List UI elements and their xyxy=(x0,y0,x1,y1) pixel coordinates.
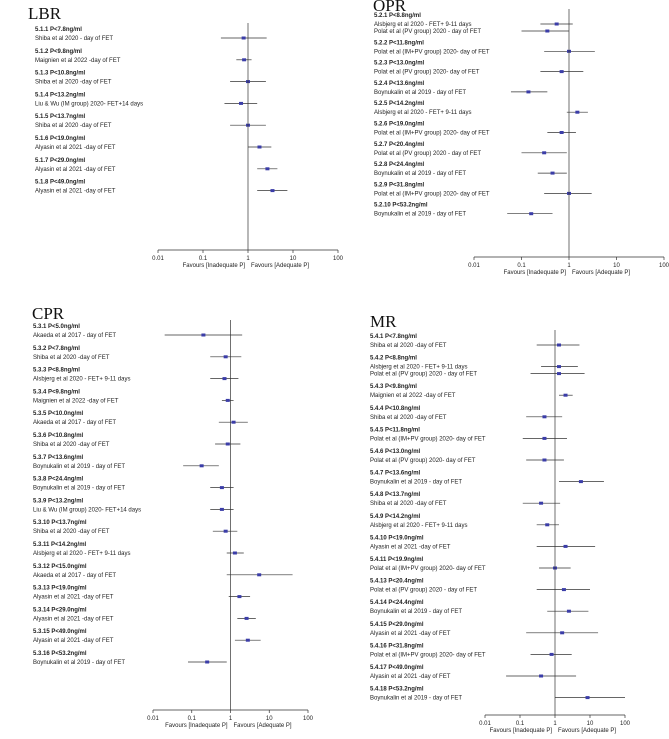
odds-ratio-point xyxy=(201,334,205,337)
subgroup-header: 5.4.4 P<10.8ng/ml xyxy=(370,405,421,412)
x-tick-label: 0.1 xyxy=(515,721,525,727)
study-label: Boynukalin et al 2019 - day of FET xyxy=(33,660,126,666)
subgroup-header: 5.3.8 P<24.4ng/ml xyxy=(33,476,84,483)
subgroup-header: 5.1.7 P<29.0ng/ml xyxy=(35,157,86,164)
subgroup-header: 5.2.6 P<19.0ng/ml xyxy=(374,121,425,128)
favours-right-label: Favours [Adequate P] xyxy=(233,723,292,729)
odds-ratio-point xyxy=(562,588,566,591)
study-label: Shiba et al 2020 -day of FET xyxy=(33,529,110,536)
panel-title: LBR xyxy=(28,4,62,23)
study-label: Polat et al (PV group) 2020 - day of FET xyxy=(374,150,482,157)
x-tick-label: 0.01 xyxy=(152,256,164,262)
study-label: Liu & Wu (IM group) 2020- FET+14 days xyxy=(35,101,144,108)
subgroup-header: 5.3.3 P<8.8ng/ml xyxy=(33,367,80,374)
study-label: Boynukalin et al 2019 - day of FET xyxy=(374,89,467,96)
odds-ratio-point xyxy=(246,639,250,642)
study-label: Polat et al (IM+PV group) 2020- day of FET xyxy=(374,49,490,56)
odds-ratio-point xyxy=(550,653,554,656)
study-label: Alsbjerg et al 2020 - FET+ 9-11 days xyxy=(33,376,131,383)
study-label: Alyasin et al 2021 -day of FET xyxy=(33,594,114,601)
odds-ratio-point xyxy=(555,23,559,26)
x-tick-label: 10 xyxy=(613,263,620,269)
subgroup-header: 5.3.5 P<10.0ng/ml xyxy=(33,411,84,418)
study-label: Polat et al (PV group) 2020- day of FET xyxy=(370,458,476,464)
study-label: Polat et al (IM+PV group) 2020- day of FET xyxy=(370,652,486,659)
odds-ratio-point xyxy=(245,617,249,620)
study-label: Shiba et al 2020 -day of FET xyxy=(35,123,112,130)
subgroup-header: 5.1.5 P<13.7ng/ml xyxy=(35,114,86,121)
study-label: Polat et al (IM+PV group) 2020- day of FET xyxy=(374,130,490,137)
subgroup-header: 5.2.10 P<53.2ng/ml xyxy=(374,202,428,209)
x-tick-label: 10 xyxy=(586,721,594,727)
favours-left-label: Favours [Inadequate P] xyxy=(182,263,245,269)
subgroup-header: 5.2.1 P<8.8ng/ml xyxy=(374,13,421,19)
subgroup-header: 5.1.8 P<49.0ng/ml xyxy=(35,179,86,186)
subgroup-header: 5.2.4 P<13.6ng/ml xyxy=(374,80,425,87)
favours-left-label: Favours [Inadequate P] xyxy=(503,270,566,276)
odds-ratio-point xyxy=(545,30,549,33)
study-label: Shiba et al 2020 -day of FET xyxy=(33,442,110,448)
x-tick-label: 0.01 xyxy=(479,721,491,727)
subgroup-header: 5.3.11 P<14.2ng/ml xyxy=(33,542,87,548)
study-label: Alyasin et al 2021 -day of FET xyxy=(35,145,116,151)
study-label: Shiba et al 2020 -day of FET xyxy=(370,501,447,508)
odds-ratio-point xyxy=(542,459,546,462)
odds-ratio-point xyxy=(542,151,546,154)
study-label: Shiba et al 2020 -day of FET xyxy=(370,414,447,421)
favours-right-label: Favours [Adequate P] xyxy=(251,263,310,269)
forest-panel-mr xyxy=(370,312,631,734)
subgroup-header: 5.3.9 P<13.2ng/ml xyxy=(33,498,84,505)
subgroup-header: 5.4.2 P<8.8ng/ml xyxy=(370,355,417,362)
study-label: Alsbjerg et al 2020 - FET+ 9-11 days xyxy=(370,522,468,529)
favours-left-label: Favours [Inadequate P] xyxy=(165,723,228,729)
study-label: Alsbjerg et al 2020 - FET+ 9-11 days xyxy=(374,22,472,28)
x-tick-label: 100 xyxy=(302,716,314,722)
odds-ratio-point xyxy=(564,394,568,397)
x-tick-label: 0.01 xyxy=(468,263,480,269)
odds-ratio-point xyxy=(560,70,564,73)
study-label: Alyasin et al 2021 -day of FET xyxy=(35,166,116,173)
odds-ratio-point xyxy=(557,365,561,368)
subgroup-header: 5.3.14 P<29.0ng/ml xyxy=(33,607,87,614)
x-tick-label: 0.01 xyxy=(147,716,159,722)
study-label: Boynukalin et al 2019 - day of FET xyxy=(33,485,126,492)
odds-ratio-point xyxy=(220,486,224,489)
odds-ratio-point xyxy=(579,480,583,483)
study-label: Akaeda et al 2017 - day of FET xyxy=(33,572,117,579)
odds-ratio-point xyxy=(220,508,224,511)
odds-ratio-point xyxy=(526,90,530,93)
subgroup-header: 5.4.7 P<13.6ng/ml xyxy=(370,470,421,477)
odds-ratio-point xyxy=(242,58,246,61)
subgroup-header: 5.4.3 P<9.8ng/ml xyxy=(370,384,417,391)
odds-ratio-point xyxy=(586,696,590,699)
subgroup-header: 5.3.2 P<7.8ng/ml xyxy=(33,345,80,352)
odds-ratio-point xyxy=(564,545,568,548)
subgroup-header: 5.2.7 P<20.4ng/ml xyxy=(374,141,425,148)
odds-ratio-point xyxy=(557,372,561,375)
odds-ratio-point xyxy=(205,661,209,664)
subgroup-header: 5.3.6 P<10.8ng/ml xyxy=(33,433,84,439)
study-label: Polat et al (PV group) 2020- day of FET xyxy=(374,69,480,76)
study-label: Polat et al (PV group) 2020 - day of FET xyxy=(370,371,478,378)
odds-ratio-point xyxy=(257,573,261,576)
forest-panel-cpr xyxy=(32,304,314,729)
odds-ratio-point xyxy=(542,415,546,418)
study-label: Polat et al (IM+PV group) 2020- day of FET xyxy=(374,191,490,198)
favours-right-label: Favours [Adequate P] xyxy=(572,270,631,276)
x-tick-label: 1 xyxy=(228,716,233,722)
odds-ratio-point xyxy=(567,610,571,613)
subgroup-header: 5.4.5 P<11.8ng/ml xyxy=(370,427,420,434)
odds-ratio-point xyxy=(222,377,226,380)
x-tick-label: 0.1 xyxy=(187,716,196,722)
odds-ratio-point xyxy=(242,37,246,40)
study-label: Alyasin et al 2021 -day of FET xyxy=(35,188,116,195)
subgroup-header: 5.3.4 P<9.8ng/ml xyxy=(33,389,80,396)
x-tick-label: 10 xyxy=(289,256,297,262)
subgroup-header: 5.1.3 P<10.8ng/ml xyxy=(35,70,86,77)
subgroup-header: 5.2.5 P<14.2ng/ml xyxy=(374,101,425,108)
panel-title: OPR xyxy=(373,0,407,15)
odds-ratio-point xyxy=(539,502,543,505)
study-label: Alsbjerg et al 2020 - FET+ 9-11 days xyxy=(33,551,131,557)
odds-ratio-point xyxy=(232,421,236,424)
subgroup-header: 5.2.2 P<11.8ng/ml xyxy=(374,40,424,47)
study-label: Liu & Wu (IM group) 2020- FET+14 days xyxy=(33,507,142,514)
subgroup-header: 5.4.14 P<24.4ng/ml xyxy=(370,600,424,607)
subgroup-header: 5.3.13 P<19.0ng/ml xyxy=(33,585,87,592)
x-tick-label: 1 xyxy=(553,721,557,727)
subgroup-header: 5.1.2 P<9.8ng/ml xyxy=(35,48,82,55)
subgroup-header: 5.3.7 P<13.6ng/ml xyxy=(33,454,84,461)
odds-ratio-point xyxy=(557,344,561,347)
study-label: Boynukalin et al 2019 - day of FET xyxy=(33,463,126,470)
odds-ratio-point xyxy=(542,437,546,440)
x-tick-label: 1 xyxy=(246,256,250,262)
subgroup-header: 5.3.10 P<13.7ng/ml xyxy=(33,520,87,527)
study-label: Boynukalin et al 2019 - day of FET xyxy=(370,695,463,702)
subgroup-header: 5.4.13 P<20.4ng/ml xyxy=(370,578,424,585)
study-label: Shiba et al 2020 -day of FET xyxy=(33,354,110,361)
odds-ratio-point xyxy=(233,552,237,555)
study-label: Akaeda et al 2017 - day of FET xyxy=(33,420,117,427)
subgroup-header: 5.2.3 P<13.0ng/ml xyxy=(374,60,425,67)
odds-ratio-point xyxy=(560,631,564,634)
x-tick-label: 0.1 xyxy=(517,263,526,269)
odds-ratio-point xyxy=(226,399,230,402)
odds-ratio-point xyxy=(239,102,243,105)
subgroup-header: 5.2.8 P<24.4ng/ml xyxy=(374,162,425,169)
x-tick-label: 1 xyxy=(567,263,571,269)
study-label: Alsbjerg et al 2020 - FET+ 9-11 days xyxy=(370,364,468,371)
study-label: Polat et al (PV group) 2020 - day of FET xyxy=(374,29,482,35)
panel-title: CPR xyxy=(32,304,65,323)
study-label: Polat et al (IM+PV group) 2020- day of FET xyxy=(370,436,486,443)
subgroup-header: 5.3.16 P<53.2ng/ml xyxy=(33,651,87,657)
odds-ratio-point xyxy=(237,595,241,598)
panel-title: MR xyxy=(370,312,397,331)
study-label: Alsbjerg et al 2020 - FET+ 9-11 days xyxy=(374,110,472,117)
study-label: Maignien et al 2022 -day of FET xyxy=(33,398,119,405)
subgroup-header: 5.4.9 P<14.2ng/ml xyxy=(370,513,421,520)
subgroup-header: 5.1.1 P<7.8ng/ml xyxy=(35,27,82,33)
odds-ratio-point xyxy=(551,172,555,175)
subgroup-header: 5.4.15 P<29.0ng/ml xyxy=(370,621,424,628)
subgroup-header: 5.4.17 P<49.0ng/ml xyxy=(370,665,424,671)
subgroup-header: 5.4.1 P<7.8ng/ml xyxy=(370,334,417,340)
study-label: Polat et al (PV group) 2020 - day of FET xyxy=(370,587,478,594)
study-label: Alyasin et al 2021 -day of FET xyxy=(33,616,114,623)
forest-panel-lbr xyxy=(28,4,344,269)
odds-ratio-point xyxy=(560,131,564,134)
study-label: Alyasin et al 2021 -day of FET xyxy=(33,638,114,645)
forest-panel-opr xyxy=(373,0,669,276)
study-label: Maignien et al 2022 -day of FET xyxy=(370,393,456,400)
study-label: Shiba et al 2020 -day of FET xyxy=(35,79,112,86)
study-label: Alyasin et al 2021 -day of FET xyxy=(370,674,451,680)
odds-ratio-point xyxy=(224,530,228,533)
study-label: Shiba et al 2020 - day of FET xyxy=(35,36,114,42)
x-tick-label: 100 xyxy=(658,263,669,269)
study-label: Alyasin et al 2021 -day of FET xyxy=(370,544,451,551)
study-label: Shiba et al 2020 -day of FET xyxy=(370,343,447,349)
study-label: Boynukalin et al 2019 - day of FET xyxy=(370,479,463,486)
subgroup-header: 5.3.12 P<15.0ng/ml xyxy=(33,563,87,570)
x-tick-label: 100 xyxy=(619,721,631,727)
odds-ratio-point xyxy=(257,146,261,149)
study-label: Akaeda et al 2017 - day of FET xyxy=(33,333,117,339)
study-label: Alyasin et al 2021 -day of FET xyxy=(370,630,451,637)
odds-ratio-point xyxy=(270,189,274,192)
study-label: Boynukalin et al 2019 - day of FET xyxy=(374,211,467,218)
x-tick-label: 100 xyxy=(332,256,344,262)
subgroup-header: 5.4.11 P<19.9ng/ml xyxy=(370,557,424,563)
subgroup-header: 5.4.16 P<31.8ng/ml xyxy=(370,643,424,650)
x-tick-label: 0.1 xyxy=(198,256,208,262)
odds-ratio-point xyxy=(226,443,230,446)
odds-ratio-point xyxy=(200,464,204,467)
odds-ratio-point xyxy=(265,167,269,170)
subgroup-header: 5.2.9 P<31.8ng/ml xyxy=(374,182,425,189)
study-label: Boynukalin et al 2019 - day of FET xyxy=(374,171,467,178)
subgroup-header: 5.4.6 P<13.0ng/ml xyxy=(370,449,421,455)
study-label: Maignien et al 2022 -day of FET xyxy=(35,57,121,64)
subgroup-header: 5.4.18 P<53.2ng/ml xyxy=(370,686,424,693)
subgroup-header: 5.3.1 P<5.0ng/ml xyxy=(33,324,80,330)
odds-ratio-point xyxy=(545,523,549,526)
odds-ratio-point xyxy=(575,111,579,114)
subgroup-header: 5.1.4 P<13.2ng/ml xyxy=(35,92,86,99)
study-label: Boynukalin et al 2019 - day of FET xyxy=(370,609,463,616)
subgroup-header: 5.4.8 P<13.7ng/ml xyxy=(370,492,421,499)
subgroup-header: 5.4.10 P<19.0ng/ml xyxy=(370,535,424,542)
subgroup-header: 5.3.15 P<49.0ng/ml xyxy=(33,629,87,636)
odds-ratio-point xyxy=(224,355,228,358)
odds-ratio-point xyxy=(529,212,533,215)
odds-ratio-point xyxy=(539,675,543,678)
favours-left-label: Favours [Inadequate P] xyxy=(489,728,552,734)
favours-right-label: Favours [Adequate P] xyxy=(558,728,617,734)
x-tick-label: 10 xyxy=(265,716,273,722)
study-label: Polat et al (IM+PV group) 2020- day of FET xyxy=(370,566,486,572)
subgroup-header: 5.1.6 P<19.0ng/ml xyxy=(35,136,86,142)
